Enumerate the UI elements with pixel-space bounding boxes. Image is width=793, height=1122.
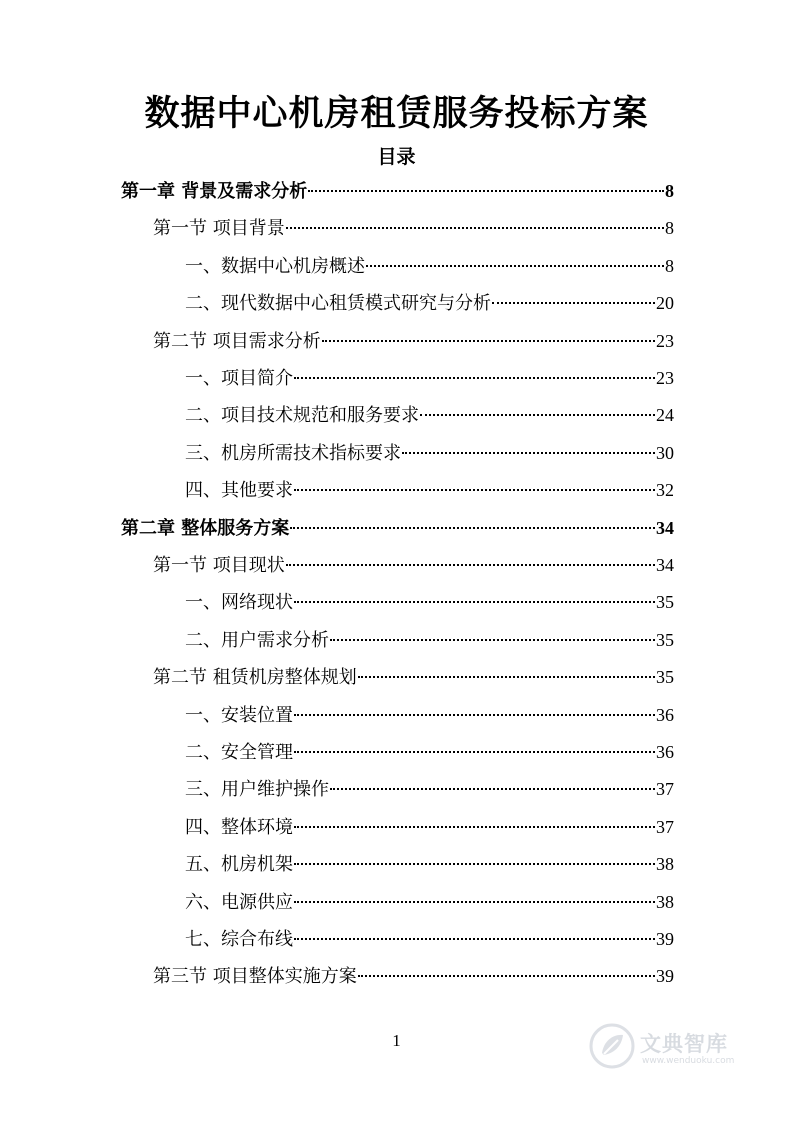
toc-entry-page: 35: [656, 592, 674, 613]
toc-entry-page: 38: [656, 854, 674, 875]
toc-entry-label: 第三节 项目整体实施方案: [153, 966, 357, 988]
toc-entry[interactable]: [153, 550, 674, 580]
toc-entry-page: 39: [656, 966, 674, 987]
toc-entry-page: 37: [656, 816, 674, 837]
toc-entry-page: 8: [665, 218, 674, 239]
toc-entry[interactable]: [153, 662, 674, 692]
toc-entry-label: 六、电源供应: [185, 891, 293, 913]
toc-entry[interactable]: [121, 513, 674, 543]
toc-entry-page: 23: [656, 368, 674, 388]
toc-entry[interactable]: [185, 774, 674, 804]
toc-entry-label: 三、用户维护操作: [185, 779, 329, 801]
toc-dot-leader: [294, 938, 655, 940]
toc-entry[interactable]: [185, 475, 674, 505]
toc-dot-leader: [290, 527, 655, 529]
toc-entry-page: 37: [656, 779, 674, 800]
watermark-url: www.wenduoku.com: [642, 1056, 735, 1066]
watermark-brand: 文典智库: [640, 1032, 728, 1056]
toc-entry-page: 20: [656, 293, 674, 314]
toc-entry[interactable]: [121, 176, 674, 206]
toc-entry-label: 五、机房机架: [185, 854, 293, 876]
toc-dot-leader: [358, 975, 655, 977]
toc-dot-leader: [322, 340, 655, 342]
toc-entry-label: 第一节 项目现状: [153, 555, 285, 576]
toc-dot-leader: [358, 676, 655, 678]
leaf-logo-icon: [588, 1022, 636, 1070]
toc-entry-page: 35: [656, 667, 674, 688]
toc-entry-label: 二、安全管理: [185, 742, 293, 763]
toc-entry[interactable]: [185, 363, 674, 393]
toc-entry[interactable]: [185, 737, 674, 767]
toc-entry-page: 8: [665, 181, 674, 201]
toc-entry[interactable]: [185, 887, 674, 917]
toc-entry[interactable]: [185, 400, 674, 430]
toc-entry-label: 一、网络现状: [185, 592, 293, 614]
toc-entry-label: 第二章 整体服务方案: [121, 517, 290, 539]
toc-entry-label: 三、机房所需技术指标要求: [185, 442, 401, 464]
toc-entry[interactable]: [185, 812, 674, 842]
toc-entry[interactable]: [185, 700, 674, 730]
toc-dot-leader: [286, 227, 664, 229]
document-title: 数据中心机房租赁服务投标方案: [144, 93, 649, 134]
toc-entry-label: 第一章 背景及需求分析: [121, 181, 308, 202]
toc-entry-page: 35: [656, 629, 674, 650]
toc-dot-leader: [294, 714, 655, 716]
toc-entry[interactable]: [153, 326, 674, 356]
toc-entry-page: 32: [656, 480, 674, 501]
toc-entry-page: 38: [656, 891, 674, 912]
toc-dot-leader: [366, 265, 664, 267]
toc-entry[interactable]: [185, 438, 674, 468]
toc-dot-leader: [294, 489, 655, 491]
toc-dot-leader: [492, 302, 655, 304]
toc-entry-label: 一、数据中心机房概述: [185, 255, 365, 277]
toc-dot-leader: [294, 863, 655, 865]
toc-entry[interactable]: [185, 625, 674, 655]
toc-entry[interactable]: [153, 961, 674, 991]
watermark: [588, 1022, 768, 1074]
toc-dot-leader: [402, 452, 655, 454]
toc-entry-page: 36: [656, 742, 674, 762]
toc-dot-leader: [294, 601, 655, 603]
toc-entry-label: 四、整体环境: [185, 816, 293, 838]
toc-entry[interactable]: [153, 213, 674, 243]
toc-dot-leader: [286, 564, 655, 566]
toc-entry-page: 23: [656, 330, 674, 351]
toc-entry-label: 四、其他要求: [185, 480, 293, 502]
toc-heading: 目录: [377, 146, 416, 168]
toc-dot-leader: [330, 788, 655, 790]
toc-dot-leader: [294, 751, 655, 753]
toc-entry-label: 一、项目简介: [185, 368, 293, 389]
toc-dot-leader: [330, 639, 655, 641]
toc-entry-label: 第二节 租赁机房整体规划: [153, 667, 357, 689]
page-number: 1: [392, 1031, 401, 1050]
toc-entry[interactable]: [185, 251, 674, 281]
toc-dot-leader: [294, 377, 655, 379]
toc-entry-label: 第一节 项目背景: [153, 218, 285, 240]
toc-entry[interactable]: [185, 924, 674, 954]
toc-entry[interactable]: [185, 288, 674, 318]
toc-dot-leader: [308, 190, 664, 192]
toc-entry-page: 39: [656, 929, 674, 949]
toc-entry[interactable]: [185, 849, 674, 879]
toc-dot-leader: [420, 414, 655, 416]
toc-dot-leader: [294, 826, 655, 828]
toc-entry-label: 二、用户需求分析: [185, 629, 329, 651]
toc-entry[interactable]: [185, 587, 674, 617]
toc-entry-label: 七、综合布线: [185, 929, 293, 950]
toc-entry-page: 36: [656, 704, 674, 725]
toc-dot-leader: [294, 901, 655, 903]
toc-entry-page: 8: [665, 255, 674, 276]
toc-entry-page: 30: [656, 442, 674, 463]
toc-entry-page: 34: [656, 555, 674, 575]
toc-entry-label: 一、安装位置: [185, 704, 293, 726]
toc-entry-page: 34: [656, 517, 674, 538]
toc-entry-label: 第二节 项目需求分析: [153, 330, 321, 352]
toc-entry-page: 24: [656, 405, 674, 426]
toc-entry-label: 二、现代数据中心租赁模式研究与分析: [185, 293, 491, 315]
toc-entry-label: 二、项目技术规范和服务要求: [185, 405, 419, 427]
